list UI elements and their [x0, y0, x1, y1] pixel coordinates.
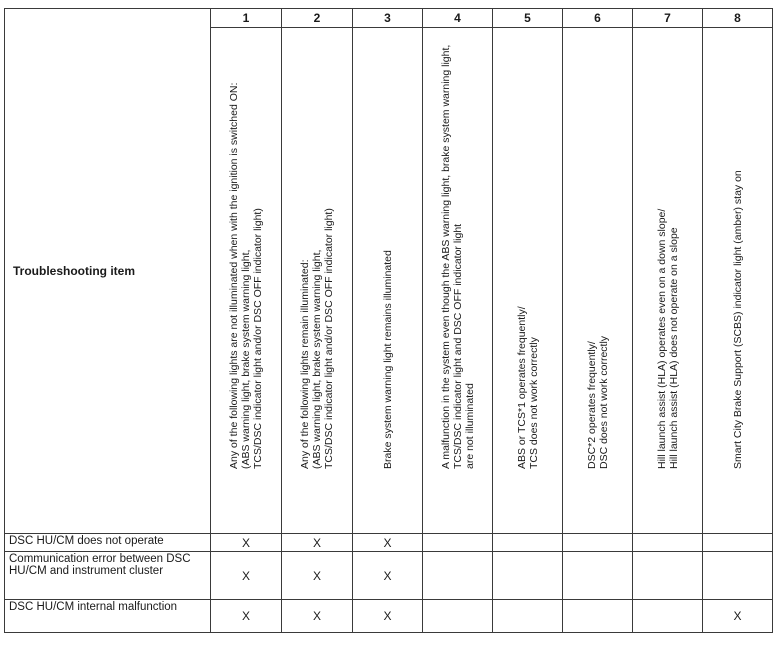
symptom-header-7 [633, 28, 703, 534]
column-number-6: 6 [563, 9, 633, 28]
table-cell [563, 534, 633, 552]
symptom-text-7: Hill launch assist (HLA) operates even on a down slope/ Hill launch assist (HLA) does not operate on a slope [655, 208, 680, 469]
table-cell [423, 552, 493, 600]
table-cell [703, 552, 773, 600]
table-cell: X [703, 600, 773, 633]
table-cell [493, 552, 563, 600]
symptom-text-8: Smart City Brake Support (SCBS) indicator light (amber) stay on [731, 170, 744, 469]
table-cell: X [353, 534, 423, 552]
symptom-header-1 [211, 28, 282, 534]
symptom-text-1: Any of the following lights are not illuminated when with the ignition is switched ON: (ABS warning light, brake system warning light, TCS/DSC indicator light and/or DSC OFF indicator light) [228, 82, 264, 469]
symptom-header-6 [563, 28, 633, 534]
symptom-header-4 [423, 28, 493, 534]
column-number-1: 1 [211, 9, 282, 28]
column-number-7: 7 [633, 9, 703, 28]
symptom-header-2 [282, 28, 353, 534]
table-cell [633, 534, 703, 552]
table-cell [493, 600, 563, 633]
row-label: DSC HU/CM does not operate [5, 534, 211, 552]
table-row [5, 534, 773, 552]
symptom-text-6: DSC*2 operates frequently/ DSC does not work correctly [585, 335, 610, 469]
table-row [5, 552, 773, 600]
column-number-2: 2 [282, 9, 353, 28]
column-number-4: 4 [423, 9, 493, 28]
symptom-text-5: ABS or TCS*1 operates frequently/ TCS does not work correctly [515, 306, 540, 469]
symptom-header-5 [493, 28, 563, 534]
table-cell: X [353, 552, 423, 600]
symptom-header-8 [703, 28, 773, 534]
column-number-row [5, 9, 773, 28]
symptom-header-3 [353, 28, 423, 534]
table-cell [423, 534, 493, 552]
troubleshooting-item-label: Troubleshooting item [5, 9, 211, 534]
table-cell: X [282, 534, 353, 552]
table-cell: X [211, 552, 282, 600]
symptom-text-3: Brake system warning light remains illuminated [381, 250, 394, 469]
table-cell [493, 534, 563, 552]
table-cell: X [211, 600, 282, 633]
table-row [5, 600, 773, 633]
table-cell [633, 600, 703, 633]
troubleshooting-table [4, 8, 773, 633]
table-cell: X [211, 534, 282, 552]
table-cell: X [282, 600, 353, 633]
table-cell [703, 534, 773, 552]
table-cell [423, 600, 493, 633]
column-number-8: 8 [703, 9, 773, 28]
symptom-text-2: Any of the following lights remain illuminated: (ABS warning light, brake system warning light, TCS/DSC indicator light and/or DSC OFF indicator light) [299, 208, 335, 469]
table-cell [633, 552, 703, 600]
column-number-5: 5 [493, 9, 563, 28]
symptom-text-4: A malfunction in the system even though the ABS warning light, brake system warning light, TCS/DSC indicator light and DSC OFF indicator light are not illuminated [439, 44, 476, 469]
table-cell [563, 552, 633, 600]
row-label: DSC HU/CM internal malfunction [5, 600, 211, 633]
table-cell: X [353, 600, 423, 633]
column-number-3: 3 [353, 9, 423, 28]
table-cell: X [282, 552, 353, 600]
table-cell [563, 600, 633, 633]
row-label: Communication error between DSC HU/CM and instrument cluster [5, 552, 211, 600]
